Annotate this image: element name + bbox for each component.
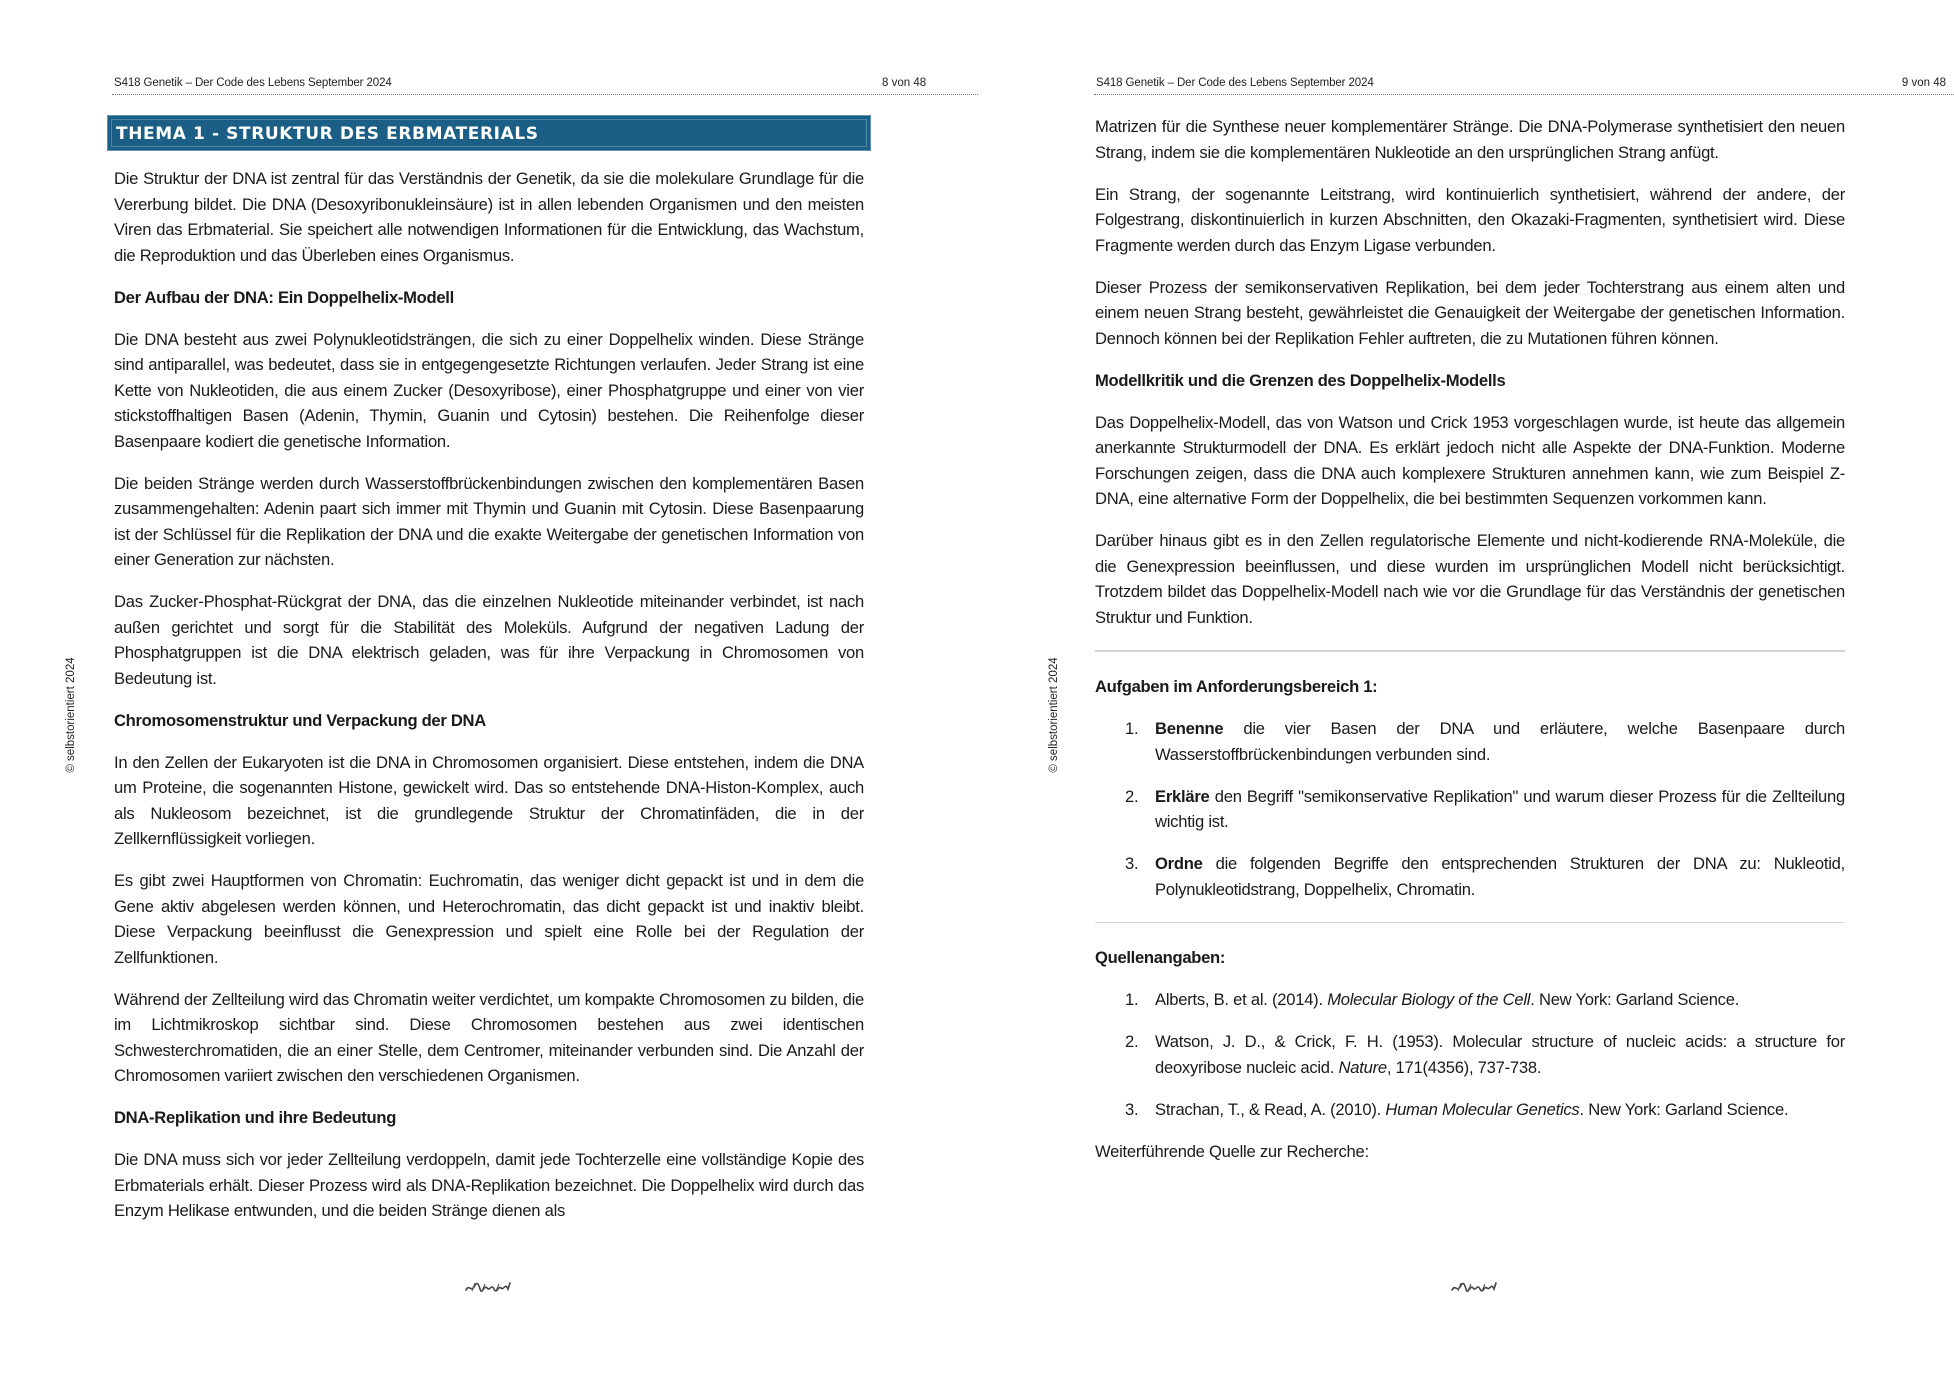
subheading: DNA-Replikation und ihre Bedeutung — [114, 1108, 397, 1127]
copyright-notice: © selbstorientiert 2024 — [65, 657, 77, 773]
paragraph: Matrizen für die Synthese neuer komplementärer Stränge. Die DNA-Polymerase synthetisiert den neuen Strang, indem sie die komplementären Nukleotide an den ursprünglichen Strang anfügt. — [1095, 117, 1845, 162]
section-divider — [1095, 922, 1845, 923]
paragraph: Während der Zellteilung wird das Chromatin weiter verdichtet, um kompakte Chromosomen zu bilden, die im Lichtmikroskop sichtbar sind. Diese Chromosomen bestehen aus zwei identischen Schwesterchromatiden, die an einer Stelle, dem Centromer, miteinander verbunden sind. Die Anzahl der Chromosomen variiert zwischen den verschiedenen Organismen. — [114, 989, 864, 1085]
paragraph: Das Zucker-Phosphat-Rückgrat der DNA, das die einzelnen Nukleotide miteinander verbindet, ist nach außen gerichtet und sorgt für die Stabilität des Moleküls. Aufgrund der negativen Ladung der Phosphatgruppen ist die DNA elektrisch geladen, was für ihre Verpackung in Chromosomen von Bedeutung ist. — [114, 592, 864, 688]
tasks-heading: Aufgaben im Anforderungsbereich 1: — [1095, 677, 1378, 696]
section-banner — [107, 115, 871, 151]
page-number: 9 von 48 — [1901, 77, 1946, 89]
paragraph: Ein Strang, der sogenannte Leitstrang, wird kontinuierlich synthetisiert, während der andere, der Folgestrang, diskontinuierlich in kurzen Abschnitten, den Okazaki-Fragmenten, synthetisiert wird. Diese Fragmente werden durch das Enzym Ligase verbunden. — [1095, 184, 1845, 255]
source-text: Watson, J. D., & Crick, F. H. (1953). Molecular structure of nucleic acids: a structure for deoxyribose nucleic acid. — [1155, 1032, 1845, 1077]
source-title: Molecular Biology of the Cell — [1327, 990, 1531, 1009]
source-number: 2. — [1125, 1032, 1139, 1051]
copyright-notice: © selbstorientiert 2024 — [1048, 657, 1060, 773]
source-text: , 171(4356), 737-738. — [1386, 1057, 1542, 1077]
source-text: . New York: Garland Science. — [1530, 990, 1740, 1009]
document-page-9 — [980, 0, 1954, 1384]
running-header — [1094, 76, 1954, 95]
task-text: die folgenden Begriffe den entsprechenden Strukturen der DNA zu: Nukleotid, Polynukleotidstrang, Doppelhelix, Chromatin. — [1155, 854, 1845, 899]
task-item — [1095, 716, 1845, 767]
paragraph: Das Doppelhelix-Modell, das von Watson und Crick 1953 vorgeschlagen wurde, ist heute das allgemein anerkannte Strukturmodell der DNA. Es erklärt jedoch nicht alle Aspekte der DNA-Funktion. Moderne Forschungen zeigen, dass die DNA auch komplexere Strukturen annehmen kann, wie zum Beispiel Z-DNA, eine alternative Form der Doppelhelix, die bei bestimmten Sequenzen vorkommen kann. — [1095, 412, 1845, 508]
source-number: 1. — [1125, 990, 1139, 1009]
text-column — [1095, 114, 1845, 1181]
subheading: Modellkritik und die Grenzen des Doppelhelix-Modells — [1095, 370, 1506, 390]
section-divider — [1095, 650, 1845, 652]
task-text: die vier Basen der DNA und erläutere, welche Basenpaare durch Wasserstoffbrückenbindungen verbunden sind. — [1155, 719, 1845, 764]
source-text: . New York: Garland Science. — [1579, 1099, 1789, 1119]
paragraph: Die DNA besteht aus zwei Polynukleotidsträngen, die sich zu einer Doppelhelix winden. Diese Stränge sind antiparallel, was bedeutet, dass sie in entgegengesetzte Richtungen verlaufen. Jeder Strang ist eine Kette von Nukleotiden, die aus einem Zucker (Desoxyribose), einer Phosphatgruppe und einer von vier stickstoffhaltigen Basen (Adenin, Thymin, Guanin und Cytosin) bestehen. Die Reihenfolge dieser Basenpaare kodiert die genetische Information. — [114, 329, 864, 451]
header-title: S418 Genetik – Der Code des Lebens September 2024 — [114, 77, 392, 89]
source-title: Nature — [1338, 1057, 1387, 1077]
sources-list — [1095, 987, 1845, 1122]
task-verb: Erkläre — [1155, 786, 1210, 806]
source-item — [1095, 1029, 1845, 1080]
further-reading-label: Weiterführende Quelle zur Recherche: — [1095, 1141, 1369, 1161]
source-item — [1095, 987, 1845, 1013]
tasks-list — [1095, 716, 1845, 902]
header-title: S418 Genetik – Der Code des Lebens September 2024 — [1096, 77, 1374, 89]
sources-heading: Quellenangaben: — [1095, 948, 1226, 967]
source-text: Alberts, B. et al. (2014). — [1155, 990, 1328, 1009]
task-verb: Ordne — [1155, 854, 1203, 873]
subheading: Chromosomenstruktur und Verpackung der DNA — [114, 710, 486, 730]
paragraph: Darüber hinaus gibt es in den Zellen regulatorische Elemente und nicht-kodierende RNA-Moleküle, die die Genexpression beeinflussen, und diese wurden im ursprünglichen Modell nicht berücksichtigt. Trotzdem bildet das Doppelhelix-Modell nach wie vor die Grundlage für das Verständnis der genetischen Struktur und Funktion. — [1095, 531, 1845, 627]
running-header — [112, 76, 978, 95]
paragraph: In den Zellen der Eukaryoten ist die DNA in Chromosomen organisiert. Diese entstehen, indem die DNA um Proteine, die sogenannten Histone, gewickelt wird. Das so entstehende DNA-Histon-Komplex, auch als Nukleosom bezeichnet, ist die grundlegende Struktur der Chromatinfäden, die in der Zellkernflüssigkeit vorliegen. — [114, 752, 864, 848]
task-number: 3. — [1125, 854, 1139, 873]
task-number: 1. — [1125, 719, 1139, 738]
paragraph: Dieser Prozess der semikonservativen Replikation, bei dem jeder Tochterstrang aus einem alten und einem neuen Strang besteht, gewährleistet die Genauigkeit der Weitergabe der genetischen Information. Dennoch können bei der Replikation Fehler auftreten, die zu Mutationen führen können. — [1095, 277, 1845, 348]
section-title: THEMA 1 - STRUKTUR DES ERBMATERIALS — [116, 124, 539, 144]
subheading: Der Aufbau der DNA: Ein Doppelhelix-Modell — [114, 287, 454, 307]
task-item — [1095, 784, 1845, 835]
paragraph: Die DNA muss sich vor jeder Zellteilung verdoppeln, damit jede Tochterzelle eine vollständige Kopie des Erbmaterials erhält. Dieser Prozess wird als DNA-Replikation bezeichnet. Die Doppelhelix wird durch das Enzym Helikase entwunden, und die beiden Stränge dienen als — [114, 1150, 864, 1220]
signature-logo-icon — [1449, 1278, 1499, 1296]
signature-logo-icon — [463, 1278, 513, 1296]
source-number: 3. — [1125, 1099, 1139, 1119]
paragraph: Es gibt zwei Hauptformen von Chromatin: Euchromatin, das weniger dicht gepackt ist und in dem die Gene aktiv abgelesen werden können, und Heterochromatin, das dicht gepackt ist und inaktiv bleibt. Diese Verpackung beeinflusst die Genexpression und spielt eine Rolle bei der Regulation der Zellfunktionen. — [114, 871, 864, 967]
task-text: den Begriff "semikonservative Replikation" und warum dieser Prozess für die Zellteilung wichtig ist. — [1155, 786, 1845, 831]
text-column — [114, 166, 864, 1240]
page-number: 8 von 48 — [882, 77, 927, 89]
task-item — [1095, 851, 1845, 902]
source-text: Strachan, T., & Read, A. (2010). — [1155, 1099, 1386, 1119]
task-number: 2. — [1125, 786, 1139, 806]
task-verb: Benenne — [1155, 719, 1224, 738]
source-title: Human Molecular Genetics — [1385, 1099, 1580, 1119]
paragraph: Die Struktur der DNA ist zentral für das Verständnis der Genetik, da sie die molekulare Grundlage für die Vererbung bildet. Die DNA (Desoxyribonukleinsäure) ist in allen lebenden Organismen und den meisten Viren das Erbmaterial. Sie speichert alle notwendigen Informationen für die Entwicklung, das Wachstum, die Reproduktion und das Überleben eines Organismus. — [114, 169, 864, 265]
source-item — [1095, 1097, 1845, 1123]
paragraph: Die beiden Stränge werden durch Wasserstoffbrückenbindungen zwischen den komplementären Basen zusammengehalten: Adenin paart sich immer mit Thymin und Guanin mit Cytosin. Diese Basenpaarung ist der Schlüssel für die Replikation der DNA und die exakte Weitergabe der genetischen Information von einer Generation zur nächsten. — [114, 473, 864, 569]
